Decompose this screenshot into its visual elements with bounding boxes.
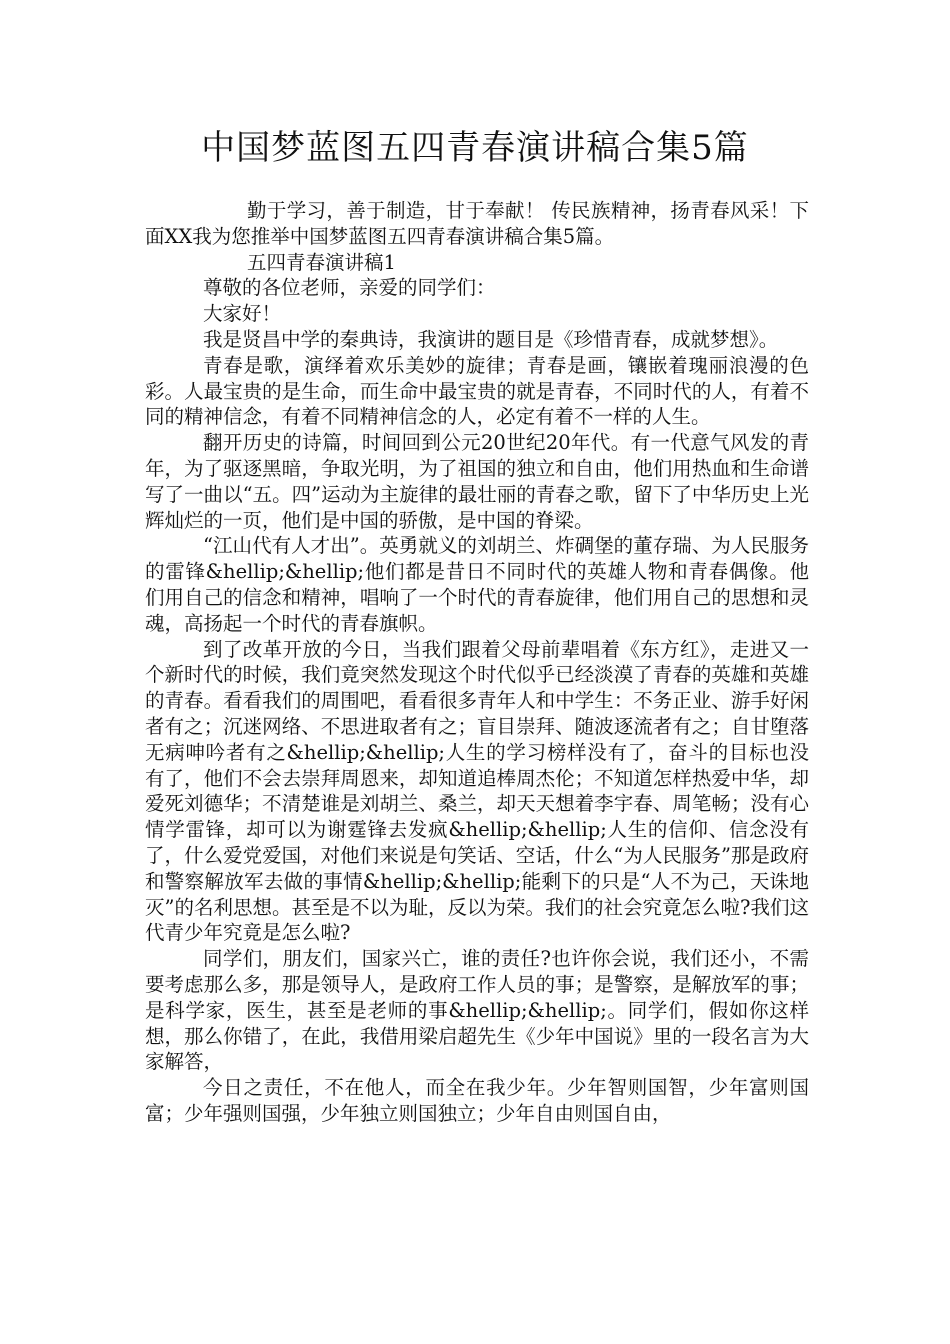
paragraph: 同学们，朋友们，国家兴亡，谁的责任?也许你会说，我们还小，不需要考虑那么多，那是领导人，是政府工作人员的事；是警察，是解放军的事；是科学家，医生，甚至是老师的事&hellip;&hellip;。同学们，假如你这样想，那么你错了，在此，我借用梁启超先生《少年中国说》里的一段名言为大家解答， (145, 947, 809, 1074)
intro-paragraph: 勤于学习，善于制造，甘于奉献！ 传民族精神，扬青春风采！下面XX我为您推举中国梦蓝图五四青春演讲稿合集5篇。 (145, 199, 809, 248)
paragraph: 我是贤昌中学的秦典诗，我演讲的题目是《珍惜青春，成就梦想》。 (203, 327, 779, 351)
salutation: 尊敬的各位老师，亲爱的同学们： (203, 276, 496, 300)
paragraph: 今日之责任，不在他人，而全在我少年。少年智则国智，少年富则国富；少年强则国强，少年独立则国独立；少年自由则国自由， (145, 1076, 809, 1125)
document-body (145, 198, 809, 1127)
paragraph: 翻开历史的诗篇，时间回到公元20世纪20年代。有一代意气风发的青年，为了驱逐黑暗，争取光明，为了祖国的独立和自由，他们用热血和生命谱写了一曲以“五。四”运动为主旋律的最壮丽的青春之歌，留下了中华历史上光辉灿烂的一页，他们是中国的骄傲，是中国的脊梁。 (145, 431, 809, 532)
paragraph: 到了改革开放的今日，当我们跟着父母前辈唱着《东方红》，走进又一个新时代的时候，我们竟突然发现这个时代似乎已经淡漠了青春的英雄和英雄的青春。看看我们的周围吧，看看很多青年人和中学生：不务正业、游手好闲者有之；沉迷网络、不思进取者有之；盲目崇拜、随波逐流者有之；自甘堕落无病呻吟者有之&hellip;&hellip;人生的学习榜样没有了，奋斗的目标也没有了，他们不会去崇拜周恩来，却知道追棒周杰伦；不知道怎样热爱中华，却爱死刘德华；不清楚谁是刘胡兰、桑兰，却天天想着李宇春、周笔畅；没有心情学雷锋，却可以为谢霆锋去发疯&hellip;&hellip;人生的信仰、信念没有了，什么爱党爱国，对他们来说是句笑话、空话，什么“为人民服务”那是政府和警察解放军去做的事情&hellip;&hellip;能剩下的只是“人不为己，天诛地灭”的名利思想。甚至是不以为耻，反以为荣。我们的社会究竟怎么啦?我们这代青少年究竟是怎么啦? (145, 637, 809, 945)
greeting: 大家好！ (203, 302, 282, 326)
section-heading: 五四青春演讲稿1 (247, 250, 396, 274)
paragraph: “江山代有人才出”。英勇就义的刘胡兰、炸碉堡的董存瑞、为人民服务的雷锋&hellip;&hellip;他们都是昔日不同时代的英雄人物和青春偶像。他们用自己的信念和精神，唱响了一个时代的青春旋律，他们用自己的思想和灵魂，高扬起一个时代的青春旗帜。 (145, 534, 809, 635)
paragraph: 青春是歌，演绎着欢乐美妙的旋律；青春是画，镶嵌着瑰丽浪漫的色彩。人最宝贵的是生命，而生命中最宝贵的就是青春，不同时代的人，有着不同的精神信念，有着不同精神信念的人，必定有着不一样的人生。 (145, 353, 809, 429)
document-title: 中国梦蓝图五四青春演讲稿合集5篇 (201, 128, 749, 168)
